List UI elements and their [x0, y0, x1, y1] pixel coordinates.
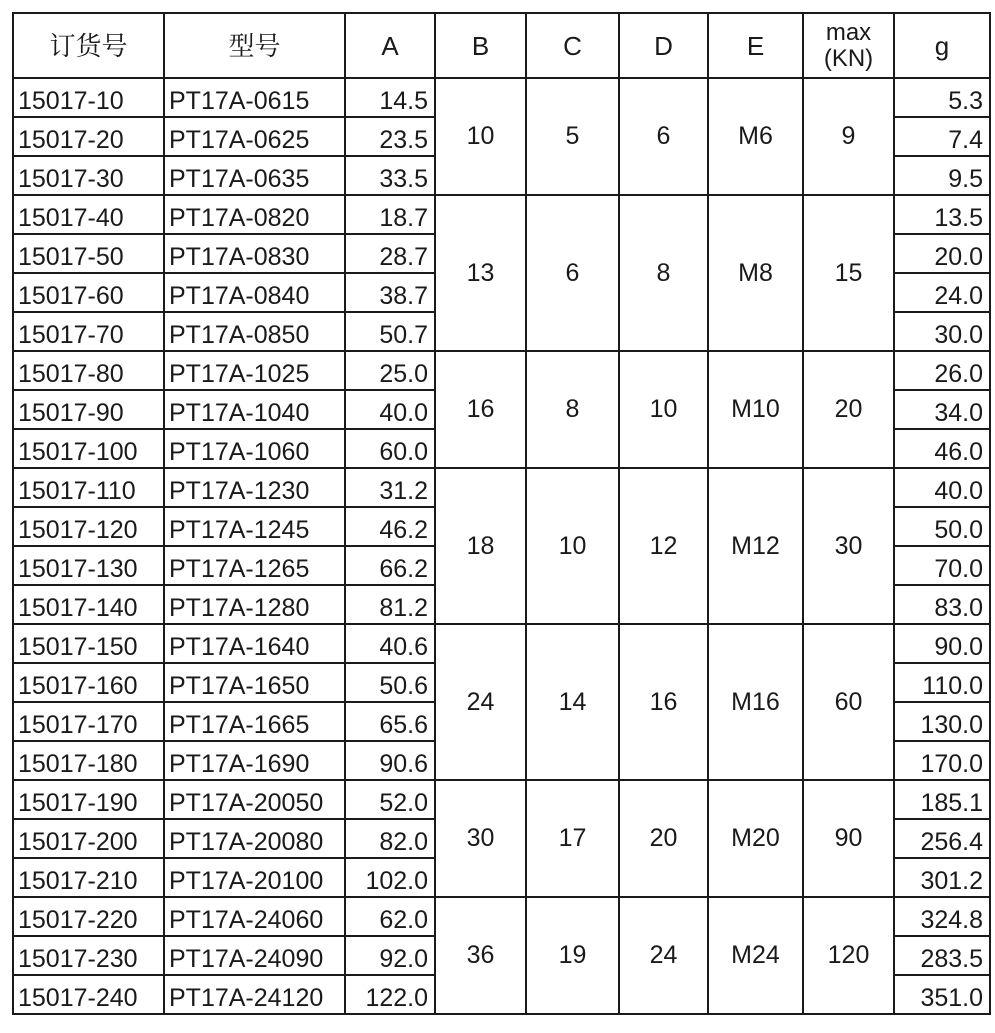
dimension-a-cell: 81.2	[345, 585, 435, 624]
order-number-cell: 15017-170	[13, 702, 164, 741]
spec-table	[12, 12, 991, 1015]
weight-g-cell: 46.0	[894, 429, 990, 468]
dimension-a-cell: 23.5	[345, 117, 435, 156]
order-number-cell: 15017-50	[13, 234, 164, 273]
model-cell: PT17A-0830	[164, 234, 345, 273]
dimension-a-cell: 38.7	[345, 273, 435, 312]
weight-g-cell: 7.4	[894, 117, 990, 156]
thread-e-cell: M10	[708, 351, 803, 468]
table-row	[13, 897, 990, 936]
model-cell: PT17A-1650	[164, 663, 345, 702]
header-max-load	[803, 13, 894, 78]
order-number-cell: 15017-210	[13, 858, 164, 897]
dimension-a-cell: 122.0	[345, 975, 435, 1014]
thread-e-cell: M6	[708, 78, 803, 195]
dimension-d-cell: 24	[619, 897, 708, 1014]
dimension-a-cell: 60.0	[345, 429, 435, 468]
order-number-cell: 15017-230	[13, 936, 164, 975]
header-max-unit: (KN)	[823, 44, 874, 72]
weight-g-cell: 170.0	[894, 741, 990, 780]
order-number-cell: 15017-10	[13, 78, 164, 117]
thread-e-cell: M20	[708, 780, 803, 897]
dimension-a-cell: 40.0	[345, 390, 435, 429]
model-cell: PT17A-0615	[164, 78, 345, 117]
header-max-label: max	[825, 19, 872, 47]
table-body	[13, 78, 990, 1014]
table-row	[13, 195, 990, 234]
order-number-cell: 15017-110	[13, 468, 164, 507]
model-cell: PT17A-24060	[164, 897, 345, 936]
dimension-a-cell: 25.0	[345, 351, 435, 390]
model-cell: PT17A-0850	[164, 312, 345, 351]
model-cell: PT17A-1640	[164, 624, 345, 663]
weight-g-cell: 30.0	[894, 312, 990, 351]
dimension-a-cell: 46.2	[345, 507, 435, 546]
header-c: C	[526, 13, 619, 78]
model-cell: PT17A-24120	[164, 975, 345, 1014]
header-d: D	[619, 13, 708, 78]
dimension-c-cell: 10	[526, 468, 619, 624]
dimension-d-cell: 12	[619, 468, 708, 624]
thread-e-cell: M8	[708, 195, 803, 351]
order-number-cell: 15017-30	[13, 156, 164, 195]
dimension-b-cell: 30	[435, 780, 526, 897]
weight-g-cell: 130.0	[894, 702, 990, 741]
dimension-a-cell: 102.0	[345, 858, 435, 897]
model-cell: PT17A-20100	[164, 858, 345, 897]
model-cell: PT17A-0840	[164, 273, 345, 312]
order-number-cell: 15017-90	[13, 390, 164, 429]
weight-g-cell: 324.8	[894, 897, 990, 936]
model-cell: PT17A-0820	[164, 195, 345, 234]
model-cell: PT17A-1040	[164, 390, 345, 429]
max-load-cell: 60	[803, 624, 894, 780]
weight-g-cell: 351.0	[894, 975, 990, 1014]
dimension-a-cell: 90.6	[345, 741, 435, 780]
order-number-cell: 15017-60	[13, 273, 164, 312]
max-load-cell: 9	[803, 78, 894, 195]
dimension-a-cell: 92.0	[345, 936, 435, 975]
order-number-cell: 15017-120	[13, 507, 164, 546]
model-cell: PT17A-1245	[164, 507, 345, 546]
dimension-c-cell: 8	[526, 351, 619, 468]
model-cell: PT17A-1025	[164, 351, 345, 390]
dimension-d-cell: 8	[619, 195, 708, 351]
max-load-cell: 20	[803, 351, 894, 468]
dimension-d-cell: 20	[619, 780, 708, 897]
weight-g-cell: 26.0	[894, 351, 990, 390]
order-number-cell: 15017-190	[13, 780, 164, 819]
header-order-no: 订货号	[13, 13, 164, 78]
max-load-cell: 90	[803, 780, 894, 897]
dimension-a-cell: 82.0	[345, 819, 435, 858]
dimension-d-cell: 10	[619, 351, 708, 468]
order-number-cell: 15017-240	[13, 975, 164, 1014]
weight-g-cell: 50.0	[894, 507, 990, 546]
header-a: A	[345, 13, 435, 78]
max-load-cell: 15	[803, 195, 894, 351]
order-number-cell: 15017-80	[13, 351, 164, 390]
dimension-b-cell: 13	[435, 195, 526, 351]
order-number-cell: 15017-150	[13, 624, 164, 663]
header-row	[13, 13, 990, 78]
thread-e-cell: M12	[708, 468, 803, 624]
model-cell: PT17A-24090	[164, 936, 345, 975]
weight-g-cell: 301.2	[894, 858, 990, 897]
dimension-a-cell: 62.0	[345, 897, 435, 936]
dimension-c-cell: 5	[526, 78, 619, 195]
weight-g-cell: 20.0	[894, 234, 990, 273]
weight-g-cell: 110.0	[894, 663, 990, 702]
table-header	[13, 13, 990, 78]
model-cell: PT17A-1280	[164, 585, 345, 624]
dimension-a-cell: 28.7	[345, 234, 435, 273]
order-number-cell: 15017-20	[13, 117, 164, 156]
model-cell: PT17A-20080	[164, 819, 345, 858]
weight-g-cell: 9.5	[894, 156, 990, 195]
thread-e-cell: M24	[708, 897, 803, 1014]
model-cell: PT17A-1060	[164, 429, 345, 468]
table-row	[13, 468, 990, 507]
dimension-a-cell: 66.2	[345, 546, 435, 585]
header-g: g	[894, 13, 990, 78]
model-cell: PT17A-20050	[164, 780, 345, 819]
weight-g-cell: 83.0	[894, 585, 990, 624]
table-row	[13, 624, 990, 663]
order-number-cell: 15017-40	[13, 195, 164, 234]
model-cell: PT17A-1230	[164, 468, 345, 507]
max-load-cell: 120	[803, 897, 894, 1014]
dimension-a-cell: 50.7	[345, 312, 435, 351]
weight-g-cell: 256.4	[894, 819, 990, 858]
order-number-cell: 15017-200	[13, 819, 164, 858]
table-row	[13, 351, 990, 390]
dimension-b-cell: 36	[435, 897, 526, 1014]
dimension-a-cell: 50.6	[345, 663, 435, 702]
order-number-cell: 15017-100	[13, 429, 164, 468]
dimension-a-cell: 31.2	[345, 468, 435, 507]
max-load-cell: 30	[803, 468, 894, 624]
dimension-b-cell: 18	[435, 468, 526, 624]
dimension-a-cell: 65.6	[345, 702, 435, 741]
weight-g-cell: 40.0	[894, 468, 990, 507]
dimension-c-cell: 19	[526, 897, 619, 1014]
dimension-b-cell: 16	[435, 351, 526, 468]
model-cell: PT17A-1665	[164, 702, 345, 741]
weight-g-cell: 185.1	[894, 780, 990, 819]
model-cell: PT17A-0625	[164, 117, 345, 156]
weight-g-cell: 70.0	[894, 546, 990, 585]
dimension-a-cell: 40.6	[345, 624, 435, 663]
dimension-b-cell: 10	[435, 78, 526, 195]
model-cell: PT17A-1690	[164, 741, 345, 780]
dimension-d-cell: 16	[619, 624, 708, 780]
order-number-cell: 15017-160	[13, 663, 164, 702]
dimension-b-cell: 24	[435, 624, 526, 780]
dimension-a-cell: 14.5	[345, 78, 435, 117]
dimension-c-cell: 17	[526, 780, 619, 897]
header-b: B	[435, 13, 526, 78]
model-cell: PT17A-0635	[164, 156, 345, 195]
table-row	[13, 780, 990, 819]
model-cell: PT17A-1265	[164, 546, 345, 585]
dimension-d-cell: 6	[619, 78, 708, 195]
header-e: E	[708, 13, 803, 78]
order-number-cell: 15017-180	[13, 741, 164, 780]
weight-g-cell: 90.0	[894, 624, 990, 663]
header-model: 型号	[164, 13, 345, 78]
dimension-a-cell: 33.5	[345, 156, 435, 195]
dimension-c-cell: 14	[526, 624, 619, 780]
weight-g-cell: 13.5	[894, 195, 990, 234]
order-number-cell: 15017-220	[13, 897, 164, 936]
weight-g-cell: 283.5	[894, 936, 990, 975]
order-number-cell: 15017-140	[13, 585, 164, 624]
weight-g-cell: 24.0	[894, 273, 990, 312]
dimension-c-cell: 6	[526, 195, 619, 351]
dimension-a-cell: 18.7	[345, 195, 435, 234]
dimension-a-cell: 52.0	[345, 780, 435, 819]
table-row	[13, 78, 990, 117]
weight-g-cell: 34.0	[894, 390, 990, 429]
thread-e-cell: M16	[708, 624, 803, 780]
order-number-cell: 15017-130	[13, 546, 164, 585]
weight-g-cell: 5.3	[894, 78, 990, 117]
order-number-cell: 15017-70	[13, 312, 164, 351]
